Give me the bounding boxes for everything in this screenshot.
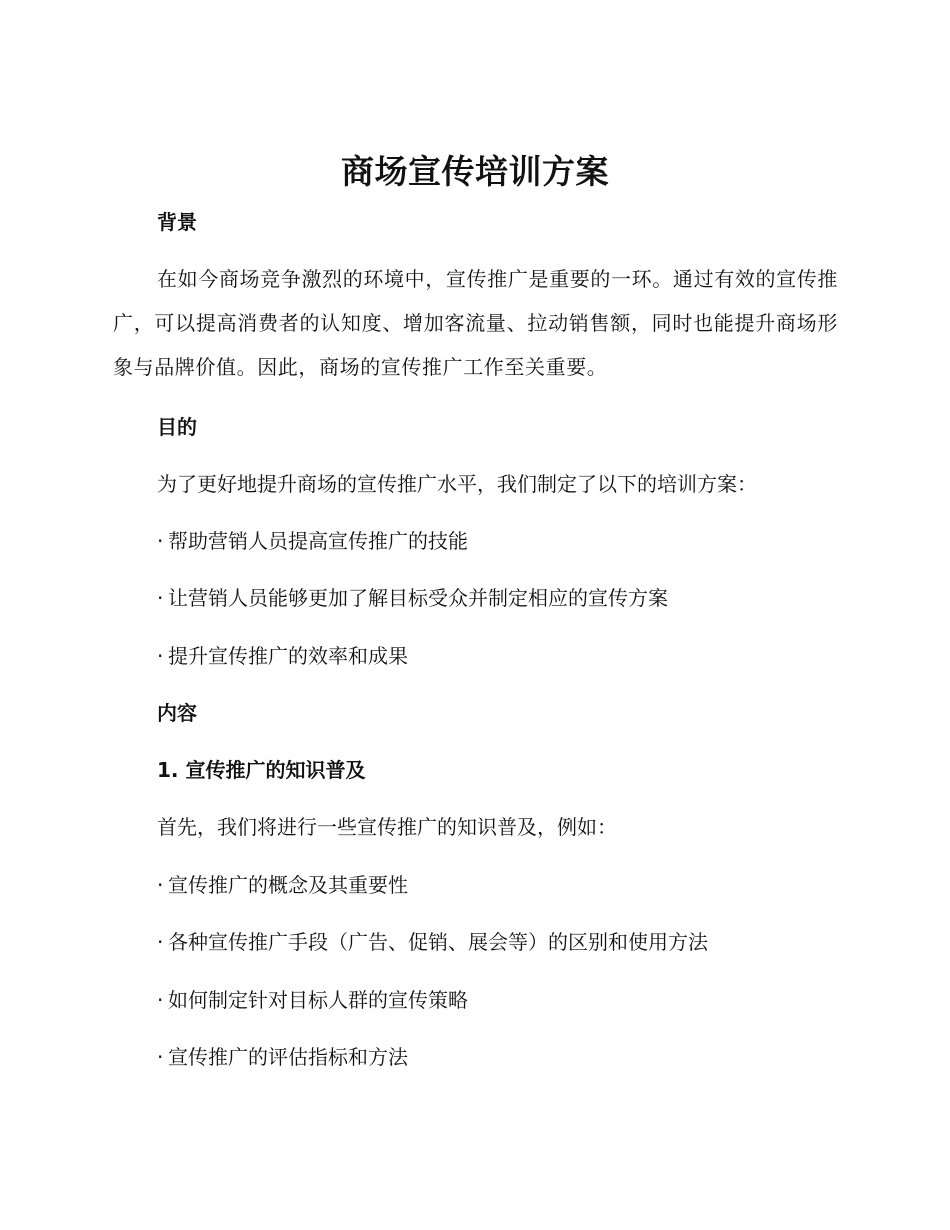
knowledge-list-item bbox=[157, 1043, 408, 1071]
list-item-text: 让营销人员能够更加了解目标受众并制定相应的宣传方案 bbox=[168, 586, 668, 610]
knowledge-list-item bbox=[157, 928, 708, 956]
background-paragraph: 在如今商场竞争激烈的环境中，宣传推广是重要的一环。通过有效的宣传推广，可以提高消费者的认知度、增加客流量、拉动销售额，同时也能提升商场形象与品牌价值。因此，商场的宣传推广工作至关重要。 bbox=[113, 267, 838, 379]
knowledge-intro: 首先，我们将进行一些宣传推广的知识普及，例如： bbox=[157, 815, 617, 839]
purpose-list-item bbox=[157, 642, 408, 670]
knowledge-list-item bbox=[157, 871, 408, 899]
bullet-symbol: · bbox=[157, 873, 164, 897]
list-item-text: 如何制定针对目标人群的宣传策略 bbox=[168, 988, 468, 1012]
document-title: 商场宣传培训方案 bbox=[341, 152, 609, 191]
purpose-list-item bbox=[157, 584, 668, 612]
knowledge-list-item bbox=[157, 986, 468, 1014]
bullet-symbol: · bbox=[157, 529, 164, 553]
bullet-symbol: · bbox=[157, 644, 164, 668]
purpose-list-item bbox=[157, 527, 468, 555]
bullet-symbol: · bbox=[157, 1045, 164, 1069]
bullet-symbol: · bbox=[157, 586, 164, 610]
list-item-text: 宣传推广的概念及其重要性 bbox=[168, 873, 408, 897]
bullet-symbol: · bbox=[157, 988, 164, 1012]
list-item-text: 帮助营销人员提高宣传推广的技能 bbox=[168, 529, 468, 553]
list-item-text: 宣传推广的评估指标和方法 bbox=[168, 1045, 408, 1069]
list-item-text: 各种宣传推广手段（广告、促销、展会等）的区别和使用方法 bbox=[168, 930, 708, 954]
bullet-symbol: · bbox=[157, 930, 164, 954]
subsection-heading-knowledge: 1. 宣传推广的知识普及 bbox=[157, 758, 366, 782]
purpose-intro: 为了更好地提升商场的宣传推广水平，我们制定了以下的培训方案： bbox=[157, 472, 757, 496]
section-heading-content: 内容 bbox=[157, 701, 197, 725]
section-heading-purpose: 目的 bbox=[157, 415, 197, 439]
list-item-text: 提升宣传推广的效率和成果 bbox=[168, 644, 408, 668]
section-heading-background: 背景 bbox=[157, 210, 197, 234]
